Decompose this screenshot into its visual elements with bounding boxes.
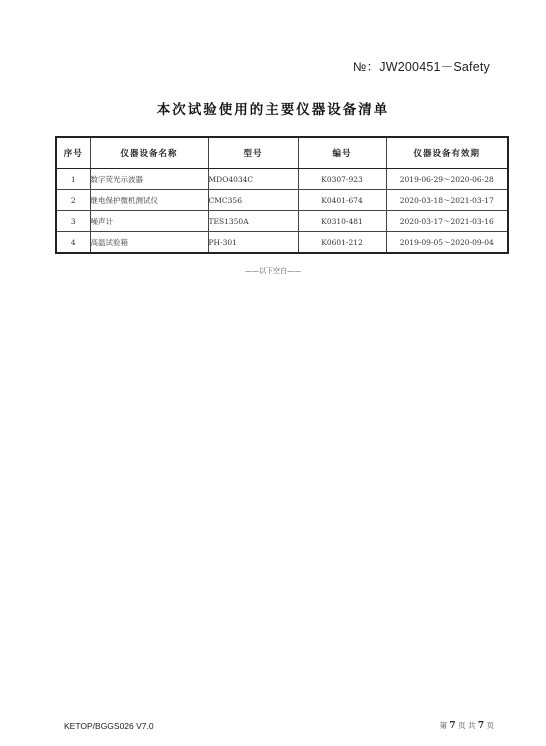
- cell-code: K0310-481: [298, 211, 386, 232]
- cell-model: TES1350A: [208, 211, 298, 232]
- cell-code: K0601-212: [298, 232, 386, 254]
- table-row: [56, 169, 508, 190]
- cell-index: 3: [56, 211, 90, 232]
- page-current: 7: [449, 721, 456, 731]
- table-row: [56, 232, 508, 254]
- cell-index: 2: [56, 190, 90, 211]
- cell-validity: 2020-03-17～2021-03-16: [386, 211, 508, 232]
- cell-code: K0401-674: [298, 190, 386, 211]
- page-prefix: 第: [439, 721, 448, 730]
- column-header-index: 序号: [56, 137, 90, 169]
- page-counter: [440, 720, 494, 731]
- cell-validity: 2020-03-18～2021-03-17: [386, 190, 508, 211]
- table-header-row: [56, 137, 508, 169]
- table-row: [56, 190, 508, 211]
- page-suffix: 页: [486, 721, 494, 730]
- document-code: KETOP/BGGS026 V7.0: [64, 721, 154, 731]
- cell-name: 噪声计: [90, 211, 208, 232]
- cell-name: 数字荧光示波器: [90, 169, 208, 190]
- cell-model: PH-301: [208, 232, 298, 254]
- equipment-table: [55, 136, 509, 254]
- column-header-code: 编号: [298, 137, 386, 169]
- cell-name: 高温试验箱: [90, 232, 208, 254]
- cell-code: K0307-923: [298, 169, 386, 190]
- page-total: 7: [477, 721, 485, 731]
- page-title: 本次试验使用的主要仪器设备清单: [156, 102, 390, 118]
- cell-name: 继电保护微机测试仪: [90, 190, 208, 211]
- cell-index: 1: [56, 169, 90, 190]
- cell-model: MDO4034C: [208, 169, 298, 190]
- report-number: №：JW200451－Safety: [352, 60, 490, 74]
- column-header-validity: 仪器设备有效期: [386, 137, 508, 169]
- page-middle: 页 共: [458, 721, 476, 730]
- column-header-model: 型号: [208, 137, 298, 169]
- cell-model: CMC356: [208, 190, 298, 211]
- cell-validity: 2019-06-29～2020-06-28: [386, 169, 508, 190]
- blank-below-note: ——以下空白——: [245, 267, 301, 275]
- cell-index: 4: [56, 232, 90, 254]
- table-row: [56, 211, 508, 232]
- column-header-name: 仪器设备名称: [90, 137, 208, 169]
- cell-validity: 2019-09-05～2020-09-04: [386, 232, 508, 254]
